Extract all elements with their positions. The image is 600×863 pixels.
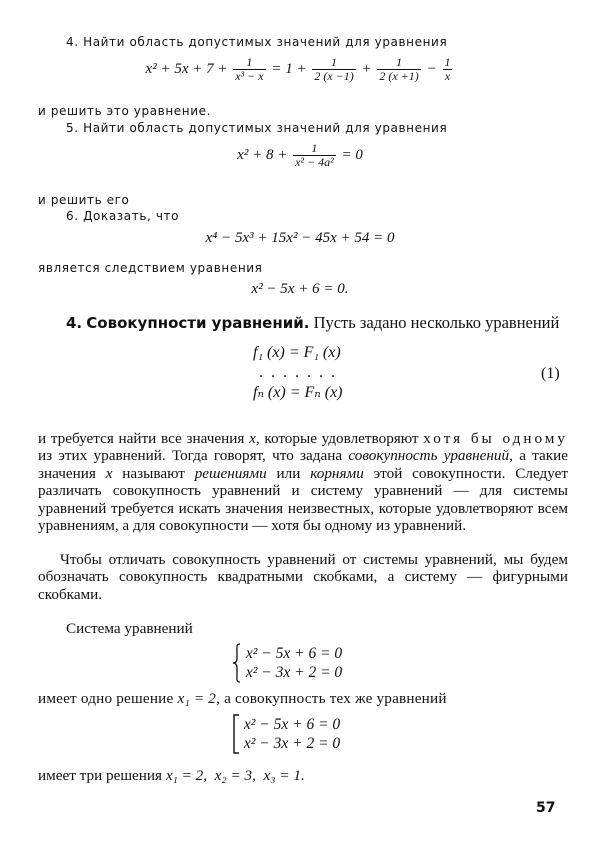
eq-p4-plus: + xyxy=(361,60,372,77)
problem-5-label: 5. xyxy=(66,121,79,135)
para1-term-roots: корнями xyxy=(310,464,364,482)
problem-5-line xyxy=(66,121,447,135)
eq-p5-rhs: = 0 xyxy=(341,146,363,163)
curly-brace-icon xyxy=(232,643,242,683)
eq-p4-fraction-1: $\frac{1}{\text{x³ − x}}$ xyxy=(235,55,264,83)
problem-6-line xyxy=(66,209,179,223)
one-solution-text-2: а совокупность тех же уравнений xyxy=(224,690,447,707)
system-1-label: (1) xyxy=(541,365,560,382)
problem-5-text: Найти область допустимых значений для уравнения xyxy=(83,121,448,135)
para1-text-2: которые удовлетворяют xyxy=(264,430,419,447)
three-solutions-text: имеет три решения xyxy=(38,767,163,784)
equation-p6b: x² − 5x + 6 = 0. xyxy=(251,281,349,297)
eq-p5-fraction: $\frac{1}{\text{x² − 4a²}}$ xyxy=(295,141,334,169)
system-1-line-1: f₁ (x) = F₁ (x) xyxy=(253,344,341,361)
para1-text-1: и требуется найти все значения xyxy=(38,430,245,447)
para1-text-5: называют xyxy=(122,464,185,482)
system-square-eq-2: x² − 3x + 2 = 0 xyxy=(243,735,341,752)
system-1 xyxy=(253,343,343,403)
three-solutions-values: x₁ = 2, x₂ = 3, x₃ = 1. xyxy=(165,767,305,784)
system-1-line-2: fₙ (x) = Fₙ (x) xyxy=(253,384,343,401)
system-square-eq-1: x² − 5x + 6 = 0 xyxy=(243,716,341,733)
equation-p5 xyxy=(0,142,600,169)
eq-p4-fraction-2: $\frac{1}{2 (x -1)}$ xyxy=(314,55,354,83)
system-1-dots: . . . . . . . xyxy=(259,364,337,381)
problem-6-text: Доказать, что xyxy=(83,209,180,223)
square-bracket-icon xyxy=(232,714,240,754)
page-number: 57 xyxy=(536,800,556,816)
paragraph-notation xyxy=(38,551,568,603)
paragraph-system-intro: Система уравнений xyxy=(66,620,193,637)
system-curly-eq-1: x² − 5x + 6 = 0 xyxy=(245,645,343,662)
section-intro: Пусть задано несколько уравнений xyxy=(313,313,560,332)
one-solution-line xyxy=(38,690,447,708)
problem-4-label: 4. xyxy=(66,35,79,49)
section-number: 4. xyxy=(66,314,83,332)
para2-text: Чтобы отличать совокупность уравнений от системы уравнений, мы будем обозначать совокупность квадратными скобками, а систему — фигурными скобками. xyxy=(38,551,568,603)
para1-text-3: из этих уравнений. Тогда говорят, что задана xyxy=(38,447,343,465)
para1-text-7: этой совокупности. Следует различать совокупность уравнений и систему уравнений — для системы уравнений требуется искать значения неизвестных, которые удовлетворяют всем уравнениям, а для совокупности — хотя бы одному из уравнений. xyxy=(38,464,569,535)
section-title: Совокупности уравнений. xyxy=(86,314,310,332)
one-solution-value: x₁ = 2, xyxy=(177,690,221,707)
paragraph-definition xyxy=(38,430,568,534)
eq-p4-lhs: x² + 5x + 7 + xyxy=(145,60,228,77)
one-solution-text-1: имеет одно решение xyxy=(38,690,174,707)
eq-p5-lhs: x² + 8 + xyxy=(237,146,288,163)
section-heading xyxy=(66,313,559,333)
equation-p4 xyxy=(0,56,600,83)
para1-text-6: или xyxy=(276,464,301,482)
three-solutions-line xyxy=(38,767,305,785)
problem-4-after: и решить это уравнение. xyxy=(38,104,212,118)
eq-p4-minus: − xyxy=(426,60,437,77)
problem-4-line xyxy=(66,35,447,49)
para1-term-solutions: решениями xyxy=(194,464,267,482)
para1-text-4: а такие значения xyxy=(38,447,569,482)
system-square xyxy=(232,714,340,754)
eq-p4-mid: = 1 + xyxy=(271,60,307,77)
para1-spaced: хотя бы одному xyxy=(423,430,568,447)
system-curly xyxy=(232,643,342,683)
equation-p6: x⁴ − 5x³ + 15x² − 45x + 54 = 0 xyxy=(205,230,395,246)
problem-4-text: Найти область допустимых значений для уравнения xyxy=(83,35,448,49)
system-curly-eq-2: x² − 3x + 2 = 0 xyxy=(245,664,343,681)
para1-term-collection: совокупность уравнений, xyxy=(348,447,513,465)
para1-var-x: x, xyxy=(249,430,260,447)
problem-6-label: 6. xyxy=(66,209,79,223)
problem-6-after: является следствием уравнения xyxy=(38,261,263,275)
para1-var-x-2: x xyxy=(105,464,113,482)
eq-p4-fraction-4: $\frac{1}{x}$ xyxy=(444,55,451,83)
problem-5-after: и решить его xyxy=(38,193,130,207)
eq-p4-fraction-3: $\frac{1}{2 (x +1)}$ xyxy=(379,55,419,83)
